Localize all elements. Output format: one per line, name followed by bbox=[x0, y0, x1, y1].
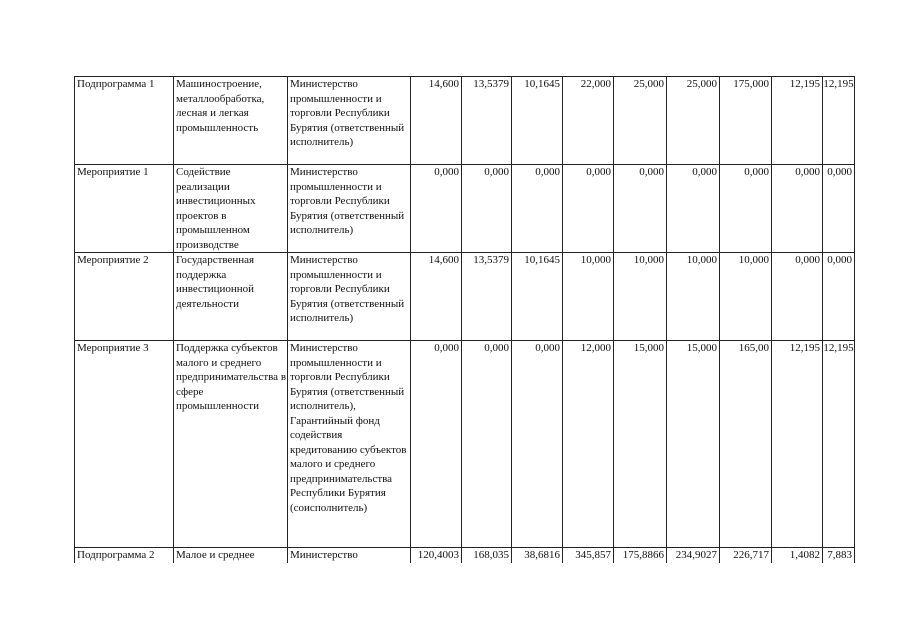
value-cell: 0,000 bbox=[772, 253, 823, 341]
row-name-cell: Мероприятие 1 bbox=[75, 165, 174, 253]
table-row bbox=[75, 548, 855, 563]
value-cell: 38,6816 bbox=[512, 548, 563, 563]
value-cell: 12,000 bbox=[563, 341, 614, 548]
value-cell: 175,8866 bbox=[614, 548, 667, 563]
value-cell: 13,5379 bbox=[462, 253, 512, 341]
row-title-cell: Машиностроение, металлообработка, лесная и легкая промышленность bbox=[174, 77, 288, 165]
value-cell: 0,000 bbox=[720, 165, 772, 253]
value-cell: 14,600 bbox=[411, 253, 462, 341]
row-title-cell: Содействие реализации инвестиционных проектов в промышленном производстве bbox=[174, 165, 288, 253]
value-cell: 0,000 bbox=[512, 165, 563, 253]
value-cell: 7,883 bbox=[823, 548, 855, 563]
row-title-cell: Поддержка субъектов малого и среднего предпринимательства в сфере промышленности bbox=[174, 341, 288, 548]
value-cell: 0,000 bbox=[823, 253, 855, 341]
executor-cell: Министерство промышленности и торговли Республики Бурятия (ответственный исполнитель) bbox=[288, 77, 411, 165]
row-name-cell: Мероприятие 2 bbox=[75, 253, 174, 341]
value-cell: 25,000 bbox=[614, 77, 667, 165]
value-cell: 0,000 bbox=[563, 165, 614, 253]
value-cell: 0,000 bbox=[772, 165, 823, 253]
budget-table bbox=[74, 76, 855, 563]
value-cell: 25,000 bbox=[667, 77, 720, 165]
row-name-cell: Мероприятие 3 bbox=[75, 341, 174, 548]
value-cell: 165,00 bbox=[720, 341, 772, 548]
value-cell: 10,000 bbox=[563, 253, 614, 341]
value-cell: 10,1645 bbox=[512, 253, 563, 341]
table-row bbox=[75, 253, 855, 341]
row-name-cell: Подпрограмма 1 bbox=[75, 77, 174, 165]
value-cell: 0,000 bbox=[614, 165, 667, 253]
value-cell: 13,5379 bbox=[462, 77, 512, 165]
value-cell: 10,000 bbox=[614, 253, 667, 341]
executor-cell: Министерство bbox=[288, 548, 411, 563]
value-cell: 10,000 bbox=[667, 253, 720, 341]
value-cell: 12,195 bbox=[772, 341, 823, 548]
table-row bbox=[75, 341, 855, 548]
value-cell: 0,000 bbox=[411, 165, 462, 253]
value-cell: 1,4082 bbox=[772, 548, 823, 563]
value-cell: 14,600 bbox=[411, 77, 462, 165]
value-cell: 234,9027 bbox=[667, 548, 720, 563]
executor-cell: Министерство промышленности и торговли Республики Бурятия (ответственный исполнитель) bbox=[288, 165, 411, 253]
value-cell: 0,000 bbox=[411, 341, 462, 548]
value-cell: 0,000 bbox=[462, 341, 512, 548]
value-cell: 15,000 bbox=[614, 341, 667, 548]
value-cell: 0,000 bbox=[462, 165, 512, 253]
value-cell: 168,035 bbox=[462, 548, 512, 563]
value-cell: 12,195 bbox=[823, 341, 855, 548]
value-cell: 15,000 bbox=[667, 341, 720, 548]
executor-cell: Министерство промышленности и торговли Республики Бурятия (ответственный исполнитель) bbox=[288, 253, 411, 341]
row-name-cell: Подпрограмма 2 bbox=[75, 548, 174, 563]
value-cell: 10,000 bbox=[720, 253, 772, 341]
value-cell: 12,195 bbox=[772, 77, 823, 165]
value-cell: 175,000 bbox=[720, 77, 772, 165]
value-cell: 10,1645 bbox=[512, 77, 563, 165]
value-cell: 0,000 bbox=[512, 341, 563, 548]
value-cell: 22,000 bbox=[563, 77, 614, 165]
value-cell: 0,000 bbox=[823, 165, 855, 253]
value-cell: 345,857 bbox=[563, 548, 614, 563]
row-title-cell: Государственная поддержка инвестиционной деятельности bbox=[174, 253, 288, 341]
value-cell: 120,4003 bbox=[411, 548, 462, 563]
table-row bbox=[75, 77, 855, 165]
value-cell: 12,195 bbox=[823, 77, 855, 165]
table-row bbox=[75, 165, 855, 253]
value-cell: 0,000 bbox=[667, 165, 720, 253]
document-page bbox=[74, 76, 855, 563]
row-title-cell: Малое и среднее bbox=[174, 548, 288, 563]
value-cell: 226,717 bbox=[720, 548, 772, 563]
executor-cell: Министерство промышленности и торговли Республики Бурятия (ответственный исполнитель), Гарантийный фонд содействия кредитованию субъектов малого и среднего предпринимательства Республики Бурятия (соисполнитель) bbox=[288, 341, 411, 548]
